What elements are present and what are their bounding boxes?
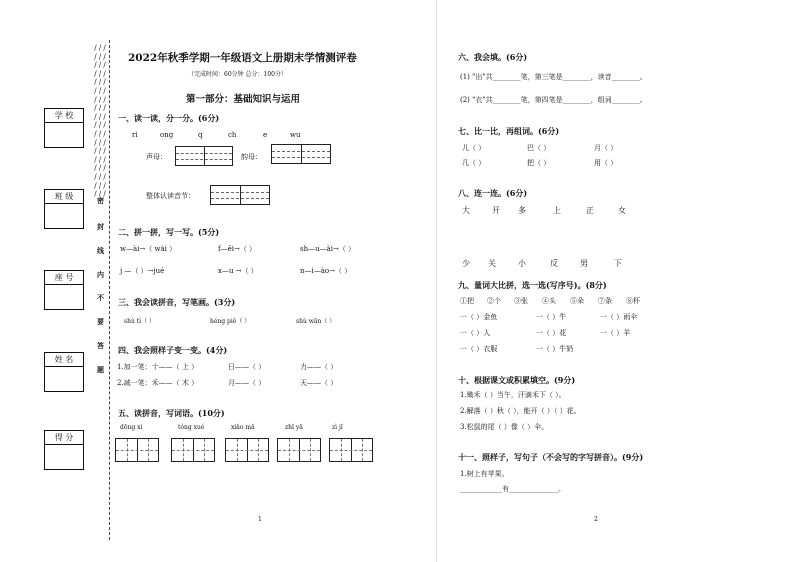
s10-item[interactable]: 2.解落（ ）秋（ ），能开（ ）（ ）花。 [460,407,581,415]
page-number: 2 [594,516,598,523]
s7-item[interactable]: 把（ ） [527,159,551,167]
s7-item[interactable]: 巴（ ） [527,144,551,152]
s3-item[interactable]: shù wān（ ） [296,318,336,325]
s6-row[interactable]: (1) "出"共________笔，第三笔是________，读音________。 [460,73,647,81]
s9-item[interactable]: 一（ ）人 [460,329,491,337]
seal-char: 不 [97,293,104,302]
s9-option: ④头 [542,297,556,305]
s1-heading: 一、读一读，分一分。(6分) [118,113,220,123]
part-title: 第一部分：基础知识与运用 [186,94,301,105]
s8-word[interactable]: 大 [462,206,470,215]
s6-row[interactable]: (2) "衣"共________笔，第四笔是________，组词________。 [460,96,647,104]
s9-item[interactable]: 一（ ）牛 [536,313,567,321]
seal-char: 答 [97,341,104,350]
info-label-name: 姓 名 [45,353,83,367]
shengmu-label: 声母： [146,153,167,161]
s1-pinyin: ong [160,131,174,139]
info-box-score[interactable] [44,430,84,470]
s3-item[interactable]: héng piě（ ） [210,318,251,325]
exam-subtitle: （完成时间：60分钟 总分：100分） [188,71,287,78]
s7-item[interactable]: 用（ ） [594,159,618,167]
info-box-seat[interactable] [44,270,84,310]
page-divider [436,0,437,562]
s10-item[interactable]: 1.锄禾（ ）当午，汗滴禾下（ ）。 [460,391,566,399]
s5-pinyin: zì jǐ [332,424,343,431]
s2-item[interactable]: f—ēi→（ ） [218,245,257,253]
s11-example: 1.树上有苹果。 [460,470,509,478]
s6-heading: 六、我会填。(6分) [458,52,528,62]
s10-heading: 十、根据课文或积累填空。(9分) [458,375,576,385]
s8-word[interactable]: 正 [586,206,594,215]
s8-word[interactable]: 关 [488,259,496,268]
s8-word[interactable]: 男 [580,259,588,268]
s1-pinyin: ch [228,131,237,139]
s2-item[interactable]: w—ài→（ wài ） [120,245,177,253]
s5-pinyin: tóng xué [178,424,205,431]
s5-pinyin: dōng xi [120,424,143,431]
s5-pinyin: xiǎo mǎ [231,424,255,431]
zhengti-label: 整体认读音节： [146,192,195,200]
s8-word[interactable]: 反 [550,259,558,268]
s8-word[interactable]: 小 [518,259,526,268]
s1-pinyin: q [198,131,203,139]
exam-title: 2022年秋季学期一年级语文上册期末学情测评卷 [128,52,357,64]
info-label-class: 班 级 [45,190,83,204]
s9-option: ⑦条 [598,297,612,305]
s8-word[interactable]: 女 [618,206,626,215]
s4-item[interactable]: 力——（ ） [300,363,338,371]
s4-item[interactable]: 2.减一笔：禾——（ 木 ） [117,379,199,387]
s9-option: ②个 [487,297,501,305]
s4-item[interactable]: 日——（ ） [228,363,266,371]
s4-heading: 四、我会照样子变一变。(4分) [118,345,228,355]
s9-item[interactable]: 一（ ）金鱼 [460,313,498,321]
info-box-name[interactable] [44,352,84,392]
s4-item[interactable]: 月——（ ） [228,379,266,387]
s10-item[interactable]: 3.松鼠的尾（ ）像（ ）伞。 [460,423,549,431]
s9-item[interactable]: 一（ ）羊 [600,329,631,337]
s9-option: ③张 [514,297,528,305]
s8-word[interactable]: 开 [492,206,500,215]
seal-char: 要 [97,317,104,326]
s3-heading: 三、我会读拼音，写笔画。(3分) [118,297,236,307]
seal-char: 内 [97,270,104,279]
s9-option: ⑧杯 [626,297,640,305]
info-label-school: 学 校 [45,109,83,123]
s7-item[interactable]: 几（ ） [462,159,486,167]
info-label-seat: 座 号 [45,271,83,285]
binding-slashes: / / / / / / / / / / / / / / / / / / / / / / / / / / / / / / / / / / / / / / / / / / / / / / / / / / / / / / [94,44,106,199]
s7-heading: 七、比一比，再组词。(6分) [458,126,560,136]
yunmu-box[interactable] [271,144,331,164]
shengmu-box[interactable] [175,146,233,166]
seal-char: 密 [97,196,104,205]
s8-word[interactable]: 上 [553,206,561,215]
s3-item[interactable]: shù tí（ ） [124,318,155,325]
tianzige-box[interactable] [115,438,159,462]
s2-heading: 二、拼一拼，写一写。(5分) [118,227,220,237]
seal-line [109,40,110,540]
tianzige-box[interactable] [277,438,321,462]
info-box-school[interactable] [44,108,84,148]
page-number: 1 [258,516,262,523]
s9-option: ⑤朵 [570,297,584,305]
s9-item[interactable]: 一（ ）衣服 [460,345,498,353]
s4-item[interactable]: 1.加一笔：十——（ 上 ） [117,363,199,371]
s1-pinyin: wu [290,131,301,139]
s1-pinyin: ri [132,131,138,139]
s8-word[interactable]: 多 [518,206,526,215]
yunmu-label: 韵母： [241,153,262,161]
s2-item[interactable]: sh—u—ài→（ ） [300,245,356,253]
s9-heading: 九、量词大比拼，选一选(写序号)。(8分) [458,280,607,290]
s9-item[interactable]: 一（ ）雨伞 [600,313,638,321]
s2-item[interactable]: j —（ ）→jué [120,267,165,275]
s7-item[interactable]: 月（ ） [594,144,618,152]
info-box-class[interactable] [44,189,84,229]
tianzige-box[interactable] [225,438,269,462]
s11-blank[interactable]: ____________有______________。 [460,485,565,493]
s11-heading: 十一、照样子，写句子（不会写的字写拼音）。(9分) [458,452,644,462]
tianzige-box[interactable] [329,438,373,462]
tianzige-box[interactable] [171,438,215,462]
zhengti-box[interactable] [210,185,270,205]
s7-item[interactable]: 儿（ ） [462,144,486,152]
seal-char: 线 [97,246,104,255]
seal-char: 题 [97,365,104,374]
s8-word[interactable]: 下 [614,259,622,268]
s9-item[interactable]: 一（ ）花 [536,329,567,337]
s8-word[interactable]: 少 [462,259,470,268]
s8-heading: 八、连一连。(6分) [458,188,528,198]
s5-pinyin: zhǐ yā [285,424,303,431]
s5-heading: 五、读拼音，写词语。(10分) [118,408,225,418]
s4-item[interactable]: 天——（ ） [300,379,338,387]
s2-item[interactable]: n—i—ào→（ ） [300,267,352,275]
s1-pinyin: e [263,131,268,139]
s2-item[interactable]: x—u →（ ） [218,267,258,275]
info-label-score: 得 分 [45,431,83,445]
seal-char: 封 [97,222,104,231]
s9-option: ①把 [460,297,474,305]
s9-item[interactable]: 一（ ）牛奶 [536,345,574,353]
